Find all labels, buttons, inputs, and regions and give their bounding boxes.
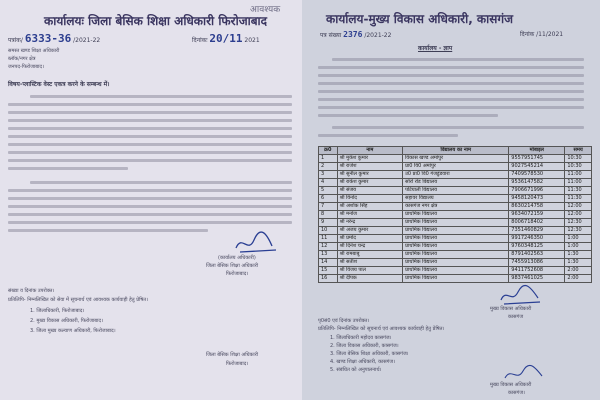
right-sign-office: मुख्य विकास अधिकारी — [490, 306, 532, 312]
table-header-row — [319, 147, 592, 155]
cell-sr: 3 — [319, 171, 338, 179]
cell-name: श्री दीपक — [337, 275, 402, 283]
right-footer-place: कासगंज। — [508, 390, 525, 396]
col-mobile: मोबाइल — [509, 147, 565, 155]
right-heading: कार्यालय - ज्ञाप — [418, 45, 453, 52]
subject-line: विषय-प्लास्टिक वेस्ट एकत्र करने के सम्बन्ध में। — [8, 81, 110, 88]
cell-sr: 14 — [319, 259, 338, 267]
cell-sr: 13 — [319, 251, 338, 259]
table-row — [319, 171, 592, 179]
left-sign-role: (कार्यालय अधिकारी) — [218, 255, 256, 261]
left-letter-title: कार्यालयः जिला बेसिक शिक्षा अधिकारी फिरोजाबाद — [44, 14, 268, 28]
table-row — [319, 187, 592, 195]
cell-mobile: 9917246350 — [509, 235, 565, 243]
distribution-table — [318, 146, 592, 283]
left-footer-office: जिला बेसिक शिक्षा अधिकारी — [206, 352, 259, 358]
right-sign-place: कासगंज — [508, 314, 524, 320]
cell-school: प्रा0 वि0 अमांपुर — [403, 163, 509, 171]
cell-school: सोरों रोड विद्यालय — [403, 179, 509, 187]
left-sign-place: फिरोजाबाद। — [226, 271, 249, 277]
cell-time: 10:30 — [565, 155, 592, 163]
cell-school: सहावर विद्यालय — [403, 195, 509, 203]
table-row — [319, 275, 592, 283]
left-footer-place: फिरोजाबाद। — [226, 361, 249, 367]
cell-name: श्री मनोज — [337, 211, 402, 219]
right-copy-line: पृ0सं0 एवं दिनांक उपरोक्त। — [318, 318, 370, 324]
cell-mobile: 7906671996 — [509, 187, 565, 195]
cell-sr: 9 — [319, 219, 338, 227]
right-letter-title: कार्यालय-मुख्य विकास अधिकारी, कासगंज — [326, 12, 514, 26]
cell-time: 11:30 — [565, 195, 592, 203]
left-copy-item-2: 2. मुख्य विकास अधिकारी, फिरोजाबाद। — [30, 318, 103, 324]
cell-mobile: 8791402563 — [509, 251, 565, 259]
cell-mobile: 8006718402 — [509, 219, 565, 227]
cell-mobile: 7409578530 — [509, 171, 565, 179]
right-copy-item-2: 2. जिला विकास अधिकारी, कासगंज। — [330, 343, 399, 349]
right-ref-number: 2376 — [343, 30, 363, 39]
cell-name: श्री सुनील कुमार — [337, 171, 402, 179]
right-date-value: /11/2021 — [536, 31, 564, 38]
left-copy-to: प्रतिलिपि- निम्नलिखित को सेवा में सूचनार्थ एवं आवश्यक कार्यवाही हेतु प्रेषित। — [8, 297, 149, 303]
signature-mark — [232, 228, 280, 258]
cell-sr: 5 — [319, 187, 338, 195]
cell-time: 12:30 — [565, 219, 592, 227]
cell-school: प्राथमिक विद्यालय — [403, 259, 509, 267]
table-row — [319, 235, 592, 243]
cell-name: श्री अशोक सिंह — [337, 203, 402, 211]
cell-time: 12:00 — [565, 211, 592, 219]
left-copy-item-1: 1. जिलाधिकारी, फिरोजाबाद। — [30, 308, 85, 314]
table-body — [319, 155, 592, 283]
cell-sr: 15 — [319, 267, 338, 275]
cell-name: श्री प्रमोद — [337, 235, 402, 243]
cell-school: कासगंज नगर क्षेत्र — [403, 203, 509, 211]
cell-school: पटियाली विद्यालय — [403, 187, 509, 195]
cell-name: श्री राकेश कुमार — [337, 179, 402, 187]
left-date-line — [192, 32, 260, 45]
cell-mobile: 8630214758 — [509, 203, 565, 211]
cell-time: 1:30 — [565, 259, 592, 267]
cell-mobile: 7351460829 — [509, 227, 565, 235]
cell-mobile: 7455913086 — [509, 259, 565, 267]
cell-school: उ0 प्रा0 वि0 गंजडुंडवारा — [403, 171, 509, 179]
table-row — [319, 227, 592, 235]
addressee-line-3: जनपद-फिरोजाबाद। — [8, 64, 44, 70]
cell-school: प्राथमिक विद्यालय — [403, 243, 509, 251]
cell-school: प्राथमिक विद्यालय — [403, 227, 509, 235]
table-row — [319, 179, 592, 187]
cell-time: 2:00 — [565, 267, 592, 275]
cell-time: 11:00 — [565, 179, 592, 187]
cell-sr: 7 — [319, 203, 338, 211]
col-school: विद्यालय का नाम — [403, 147, 509, 155]
cell-sr: 6 — [319, 195, 338, 203]
cell-name: श्री विनोद — [337, 195, 402, 203]
right-footer-signature — [502, 364, 546, 384]
right-copy-to: प्रतिलिपि- निम्नलिखित को सूचनार्थ एवं आवश्यक कार्यवाही हेतु प्रेषित। — [318, 326, 445, 332]
cell-mobile: 9536147582 — [509, 179, 565, 187]
cell-school: प्राथमिक विद्यालय — [403, 275, 509, 283]
right-date-label: दिनांक — [520, 31, 535, 38]
table-row — [319, 211, 592, 219]
right-signature-mark — [498, 284, 544, 308]
right-copy-item-5: 5. संबंधित को अनुपालनार्थ। — [330, 367, 382, 373]
right-date-line — [520, 30, 563, 38]
cell-time: 11:00 — [565, 171, 592, 179]
cell-sr: 1 — [319, 155, 338, 163]
cell-name: श्री दिनेश चन्द्र — [337, 243, 402, 251]
col-time: समय — [565, 147, 592, 155]
cell-sr: 11 — [319, 235, 338, 243]
right-copy-item-1: 1. जिलाधिकारी महोदय कासगंज। — [330, 335, 392, 341]
table-row — [319, 243, 592, 251]
cell-time: 10:30 — [565, 163, 592, 171]
table-row — [319, 251, 592, 259]
right-copy-item-3: 3. जिला बेसिक शिक्षा अधिकारी, कासगंज। — [330, 351, 409, 357]
right-ref-suffix: /2021-22 — [364, 32, 392, 39]
cell-time: 11:30 — [565, 187, 592, 195]
cell-name: श्री विजय पाल — [337, 267, 402, 275]
cell-sr: 16 — [319, 275, 338, 283]
left-copy-item-3: 3. जिला मुख्य कल्याण अधिकारी, फिरोजाबाद। — [30, 328, 116, 334]
cell-time: 1:00 — [565, 243, 592, 251]
cell-mobile: 9760348125 — [509, 243, 565, 251]
table-row — [319, 267, 592, 275]
cell-time: 2:00 — [565, 275, 592, 283]
cell-name: श्री राजेश — [337, 163, 402, 171]
table-row — [319, 155, 592, 163]
cell-name: श्री संजय — [337, 187, 402, 195]
urgent-stamp: आवश्यक — [250, 5, 281, 15]
table-row — [319, 203, 592, 211]
date-label: दिनांकः — [192, 37, 208, 44]
cell-sr: 4 — [319, 179, 338, 187]
cell-mobile: 9027545214 — [509, 163, 565, 171]
left-ref-line — [8, 32, 100, 45]
cell-name: श्री अजय कुमार — [337, 227, 402, 235]
cell-school: प्राथमिक विद्यालय — [403, 267, 509, 275]
addressee-line-1: समस्त खण्ड शिक्षा अधिकारी — [8, 48, 60, 54]
table-row — [319, 219, 592, 227]
col-sr: क्र0 — [319, 147, 338, 155]
cell-school: विकास खण्ड अमांपुर — [403, 155, 509, 163]
date-value: 20/11 — [209, 32, 243, 45]
cell-time: 1:30 — [565, 251, 592, 259]
cell-time: 12:00 — [565, 203, 592, 211]
cell-mobile: 9557951745 — [509, 155, 565, 163]
cell-sr: 8 — [319, 211, 338, 219]
left-copy-line: संख्या व दिनांक उपरोक्त। — [8, 288, 55, 294]
left-sign-office: जिला बेसिक शिक्षा अधिकारी — [206, 263, 259, 269]
cell-school: प्राथमिक विद्यालय — [403, 235, 509, 243]
cell-mobile: 9837461025 — [509, 275, 565, 283]
cell-sr: 2 — [319, 163, 338, 171]
cell-time: 12:30 — [565, 227, 592, 235]
cell-name: श्री सतीश — [337, 259, 402, 267]
addressee-line-2: ब्लॉक/नगर क्षेत्र — [8, 56, 36, 62]
right-footer-office: मुख्य विकास अधिकारी — [490, 382, 532, 388]
cell-sr: 12 — [319, 243, 338, 251]
right-letter-page — [302, 0, 600, 400]
right-ref-line — [320, 30, 391, 39]
cell-school: प्राथमिक विद्यालय — [403, 219, 509, 227]
cell-sr: 10 — [319, 227, 338, 235]
cell-mobile: 9458120473 — [509, 195, 565, 203]
cell-school: प्राथमिक विद्यालय — [403, 211, 509, 219]
ref-prefix: पत्रांक/ — [8, 37, 23, 44]
col-name: नाम — [337, 147, 402, 155]
cell-name: श्री मुकेश कुमार — [337, 155, 402, 163]
cell-name: श्री नरेन्द्र — [337, 219, 402, 227]
cell-school: प्राथमिक विद्यालय — [403, 251, 509, 259]
table-row — [319, 259, 592, 267]
cell-mobile: 9411752608 — [509, 267, 565, 275]
right-ref-prefix: पत्र संख्या — [320, 32, 342, 39]
cell-name: श्री रामबाबू — [337, 251, 402, 259]
ref-suffix: /2021-22 — [73, 37, 101, 44]
right-copy-item-4: 4. खण्ड शिक्षा अधिकारी, कासगंज। — [330, 359, 396, 365]
table-row — [319, 195, 592, 203]
cell-time: 1:00 — [565, 235, 592, 243]
date-year: 2021 — [244, 37, 260, 44]
ref-number: 6333-36 — [24, 32, 72, 45]
table-row — [319, 163, 592, 171]
cell-mobile: 9634072159 — [509, 211, 565, 219]
